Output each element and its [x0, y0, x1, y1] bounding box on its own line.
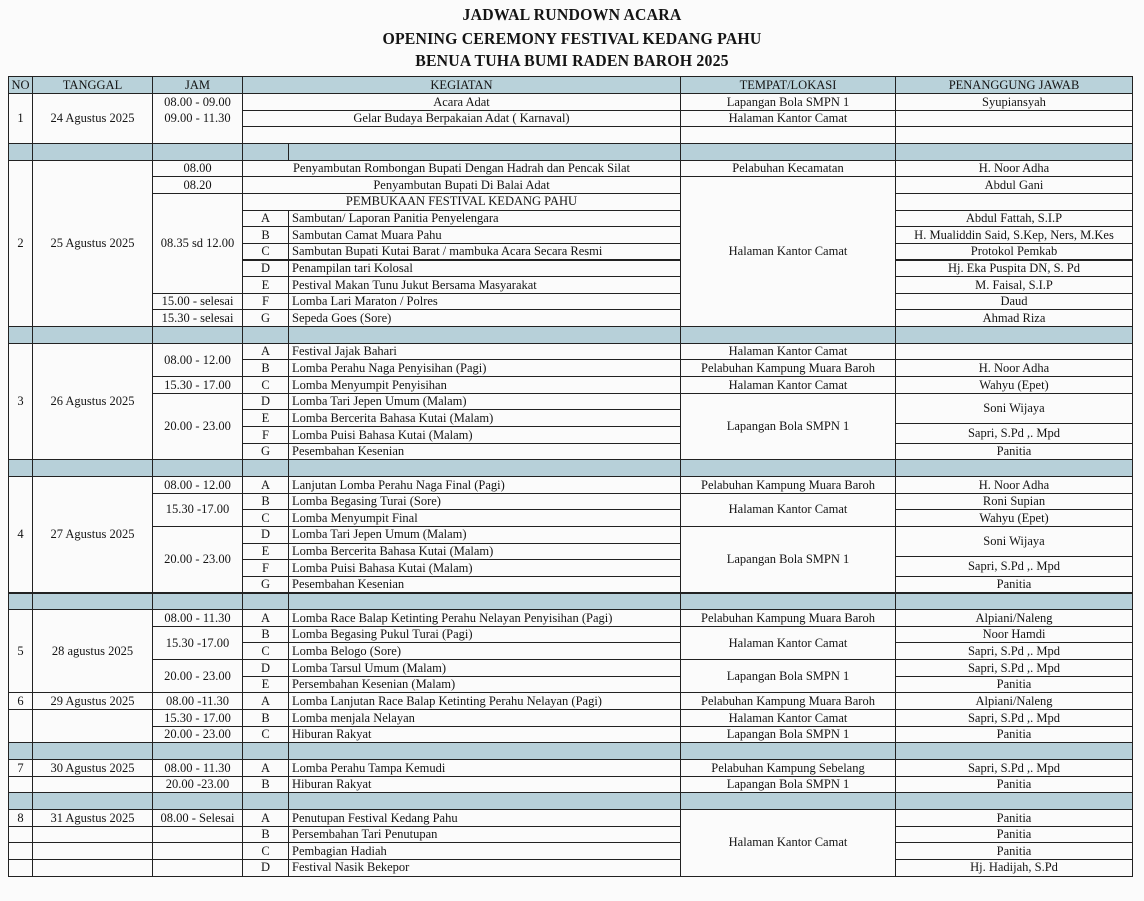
kegiatan-item: Gelar Budaya Berpakaian Adat ( Karnaval)	[242, 110, 681, 128]
item-letter: D	[242, 659, 289, 677]
separator-row	[895, 143, 1133, 161]
pj-cell: Hj. Hadijah, S.Pd	[895, 859, 1133, 877]
pj-empty	[895, 126, 1133, 144]
tempat-cell: Lapangan Bola SMPN 1	[680, 726, 896, 744]
day-date: 31 Agustus 2025	[32, 809, 153, 827]
separator-row	[895, 459, 1133, 477]
separator-row	[8, 459, 33, 477]
tempat-cell: Lapangan Bola SMPN 1	[680, 659, 896, 693]
tempat-cell: Lapangan Bola SMPN 1	[680, 393, 896, 461]
item-letter: B	[242, 493, 289, 511]
tempat-cell: Halaman Kantor Camat	[680, 709, 896, 727]
item-letter: F	[242, 559, 289, 577]
tempat-cell: Pelabuhan Kampung Sebelang	[680, 759, 896, 777]
pj-cell: Sapri, S.Pd ,. Mpd	[895, 556, 1133, 577]
jam-time: 15.00 - selesai	[152, 293, 243, 311]
day-number: 6	[8, 692, 33, 710]
kegiatan-item: Lomba Begasing Pukul Turai (Pagi)	[288, 626, 681, 644]
kegiatan-item: Lomba Bercerita Bahasa Kutai (Malam)	[288, 543, 681, 561]
separator-row	[288, 593, 681, 611]
tempat-cell: Lapangan Bola SMPN 1	[680, 93, 896, 111]
item-letter: B	[242, 626, 289, 644]
day-date-empty	[32, 859, 153, 877]
kegiatan-item: Lomba Perahu Tampa Kemudi	[288, 759, 681, 777]
tempat-cell: Halaman Kantor Camat	[680, 493, 896, 527]
day-date-empty	[32, 709, 153, 743]
item-letter: C	[242, 509, 289, 527]
separator-row	[895, 792, 1133, 810]
pj-cell: Sapri, S.Pd ,. Mpd	[895, 642, 1133, 660]
day-date-empty	[32, 842, 153, 860]
separator-row	[32, 459, 153, 477]
item-letter: A	[242, 759, 289, 777]
kegiatan-item: Pesembahan Kesenian	[288, 576, 681, 594]
header-no: NO	[8, 76, 33, 94]
tempat-cell: Halaman Kantor Camat	[680, 809, 896, 877]
jam-time: 08.00 - 12.00	[152, 476, 243, 494]
pj-cell: Abdul Gani	[895, 176, 1133, 194]
kegiatan-item: Sambutan Bupati Kutai Barat / mambuka Acara Secara Resmi	[288, 243, 681, 261]
jam-time: 08.00 - 12.00	[152, 343, 243, 377]
pj-cell: Soni Wijaya	[895, 526, 1133, 557]
pj-cell: Alpiani/Naleng	[895, 609, 1133, 627]
jam-time: 15.30 -17.00	[152, 493, 243, 527]
day-number: 7	[8, 759, 33, 777]
header-kegiatan: KEGIATAN	[242, 76, 681, 94]
separator-row	[242, 792, 289, 810]
kegiatan-item: Lomba menjala Nelayan	[288, 709, 681, 727]
item-letter: E	[242, 409, 289, 427]
item-letter: G	[242, 309, 289, 327]
day-date: 27 Agustus 2025	[32, 476, 153, 594]
header-tempat: TEMPAT/LOKASI	[680, 76, 896, 94]
kegiatan-item: Lomba Perahu Naga Penyisihan (Pagi)	[288, 359, 681, 377]
pj-cell: Panitia	[895, 726, 1133, 744]
separator-row	[242, 326, 289, 344]
pj-cell: Abdul Fattah, S.I.P	[895, 210, 1133, 228]
kegiatan-item: Lomba Menyumpit Penyisihan	[288, 376, 681, 394]
pj-cell: H. Mualiddin Said, S.Kep, Ners, M.Kes	[895, 226, 1133, 244]
pj-cell: Syupiansyah	[895, 93, 1133, 111]
tempat-cell: Pelabuhan Kampung Muara Baroh	[680, 359, 896, 377]
separator-row	[32, 742, 153, 760]
separator-row	[895, 593, 1133, 611]
pj-cell: H. Noor Adha	[895, 359, 1133, 377]
item-letter: C	[242, 726, 289, 744]
separator-row	[680, 742, 896, 760]
item-letter: B	[242, 709, 289, 727]
item-letter: C	[242, 842, 289, 860]
item-letter: E	[242, 276, 289, 294]
pj-cell: Sapri, S.Pd ,. Mpd	[895, 709, 1133, 727]
jam-time: 20.00 -23.00	[152, 776, 243, 794]
pj-cell: Panitia	[895, 809, 1133, 827]
separator-row	[242, 459, 289, 477]
item-letter: C	[242, 376, 289, 394]
header-penanggung-jawab: PENANGGUNG JAWAB	[895, 76, 1133, 94]
pj-cell: Panitia	[895, 826, 1133, 844]
kegiatan-item: Hiburan Rakyat	[288, 726, 681, 744]
jam-time: 20.00 - 23.00	[152, 393, 243, 461]
item-letter: D	[242, 260, 289, 278]
jam-column-border	[152, 93, 243, 144]
jam-time: 08.00 - 11.30	[152, 609, 243, 627]
separator-row	[242, 742, 289, 760]
document-title-line-2: OPENING CEREMONY FESTIVAL KEDANG PAHU	[382, 29, 762, 48]
jam-time: 15.30 - selesai	[152, 309, 243, 327]
separator-row	[680, 593, 896, 611]
kegiatan-item: Lomba Bercerita Bahasa Kutai (Malam)	[288, 409, 681, 427]
separator-row	[8, 792, 33, 810]
day-date: 24 Agustus 2025	[32, 93, 153, 144]
item-letter: F	[242, 293, 289, 311]
separator-row	[8, 742, 33, 760]
tempat-empty	[680, 126, 896, 144]
kegiatan-item: Sambutan Camat Muara Pahu	[288, 226, 681, 244]
separator-row	[288, 792, 681, 810]
tempat-cell: Halaman Kantor Camat	[680, 626, 896, 660]
kegiatan-item: Lomba Belogo (Sore)	[288, 642, 681, 660]
jam-time: 08.00 - Selesai	[152, 809, 243, 827]
jam-empty	[152, 826, 243, 844]
kegiatan-item: Lomba Puisi Bahasa Kutai (Malam)	[288, 426, 681, 444]
separator-row	[152, 143, 243, 161]
item-letter: A	[242, 809, 289, 827]
separator-row	[680, 143, 896, 161]
kegiatan-item: Penyambutan Bupati Di Balai Adat	[242, 176, 681, 194]
jam-time: 20.00 - 23.00	[152, 659, 243, 693]
tempat-cell: Pelabuhan Kecamatan	[680, 160, 896, 178]
jam-time: 08.00	[152, 160, 243, 178]
day-date: 28 agustus 2025	[32, 609, 153, 693]
document-title-line-3: BENUA TUHA BUMI RADEN BAROH 2025	[415, 51, 729, 70]
pj-cell: Daud	[895, 293, 1133, 311]
jam-time: 15.30 - 17.00	[152, 376, 243, 394]
separator-row	[152, 326, 243, 344]
separator-row	[152, 459, 243, 477]
pj-cell: M. Faisal, S.I.P	[895, 276, 1133, 294]
kegiatan-item: Persembahan Tari Penutupan	[288, 826, 681, 844]
kegiatan-item: Penampilan tari Kolosal	[288, 260, 681, 278]
kegiatan-item: Penutupan Festival Kedang Pahu	[288, 809, 681, 827]
separator-row	[8, 593, 33, 611]
separator-row	[242, 143, 289, 161]
separator-row	[288, 326, 681, 344]
separator-row	[895, 326, 1133, 344]
item-letter: D	[242, 393, 289, 411]
kegiatan-item: Lomba Begasing Turai (Sore)	[288, 493, 681, 511]
pj-cell: Soni Wijaya	[895, 393, 1133, 424]
jam-time: 08.00 - 09.00	[164, 94, 231, 109]
pj-cell: Ahmad Riza	[895, 309, 1133, 327]
jam-time: 08.00 -11.30	[152, 692, 243, 710]
kegiatan-item: Pestival Makan Tunu Jukut Bersama Masyarakat	[288, 276, 681, 294]
item-letter: C	[242, 642, 289, 660]
item-letter: F	[242, 426, 289, 444]
item-letter: D	[242, 859, 289, 877]
separator-row	[680, 792, 896, 810]
pj-cell: Wahyu (Epet)	[895, 376, 1133, 394]
day-date: 26 Agustus 2025	[32, 343, 153, 461]
day-number-empty	[8, 842, 33, 860]
jam-time: 08.20	[152, 176, 243, 194]
kegiatan-item: Sepeda Goes (Sore)	[288, 309, 681, 327]
jam-empty	[152, 859, 243, 877]
item-letter: A	[242, 343, 289, 361]
kegiatan-item: Lomba Tari Jepen Umum (Malam)	[288, 393, 681, 411]
pj-cell: Protokol Pemkab	[895, 243, 1133, 261]
tempat-cell: Halaman Kantor Camat	[680, 176, 896, 327]
pj-cell: Wahyu (Epet)	[895, 509, 1133, 527]
pj-empty	[895, 193, 1133, 211]
tempat-cell: Pelabuhan Kampung Muara Baroh	[680, 692, 896, 710]
kegiatan-item: Pembagian Hadiah	[288, 842, 681, 860]
separator-row	[152, 792, 243, 810]
separator-row	[680, 326, 896, 344]
kegiatan-item: Lomba Lari Maraton / Polres	[288, 293, 681, 311]
pj-cell: Roni Supian	[895, 493, 1133, 511]
day-date-empty	[32, 826, 153, 844]
pj-cell: Sapri, S.Pd ,. Mpd	[895, 759, 1133, 777]
day-number: 1	[8, 93, 33, 144]
kegiatan-empty	[242, 126, 681, 144]
kegiatan-item: Lomba Tarsul Umum (Malam)	[288, 659, 681, 677]
tempat-cell: Lapangan Bola SMPN 1	[680, 526, 896, 594]
item-letter: G	[242, 576, 289, 594]
separator-row	[32, 326, 153, 344]
jam-time: 08.00 - 11.30	[152, 759, 243, 777]
pj-cell: Panitia	[895, 443, 1133, 461]
pj-cell: Sapri, S.Pd ,. Mpd	[895, 659, 1133, 677]
jam-time: 20.00 - 23.00	[152, 526, 243, 594]
separator-row	[8, 143, 33, 161]
item-letter: A	[242, 210, 289, 228]
kegiatan-item: Festival Nasik Bekepor	[288, 859, 681, 877]
tempat-cell: Halaman Kantor Camat	[680, 376, 896, 394]
kegiatan-item: Lomba Tari Jepen Umum (Malam)	[288, 526, 681, 544]
day-date: 25 Agustus 2025	[32, 160, 153, 328]
item-letter: D	[242, 526, 289, 544]
pj-empty	[895, 343, 1133, 361]
tempat-cell: Halaman Kantor Camat	[680, 110, 896, 128]
item-letter: B	[242, 776, 289, 794]
separator-row	[680, 459, 896, 477]
day-date: 30 Agustus 2025	[32, 759, 153, 777]
pj-cell: Panitia	[895, 776, 1133, 794]
jam-time: 15.30 -17.00	[152, 626, 243, 660]
item-letter: A	[242, 609, 289, 627]
day-date-empty	[32, 776, 153, 794]
jam-time: 15.30 - 17.00	[152, 709, 243, 727]
day-number-empty	[8, 859, 33, 877]
kegiatan-item: Lomba Menyumpit Final	[288, 509, 681, 527]
kegiatan-item: Persembahan Kesenian (Malam)	[288, 676, 681, 694]
pj-cell: Alpiani/Naleng	[895, 692, 1133, 710]
pj-cell: Sapri, S.Pd ,. Mpd	[895, 423, 1133, 444]
day-number: 2	[8, 160, 33, 328]
item-letter: G	[242, 443, 289, 461]
pj-cell: Hj. Eka Puspita DN, S. Pd	[895, 260, 1133, 278]
separator-row	[288, 742, 681, 760]
tempat-cell: Halaman Kantor Camat	[680, 343, 896, 361]
item-letter: E	[242, 543, 289, 561]
separator-row	[32, 593, 153, 611]
separator-row	[288, 143, 681, 161]
separator-row	[32, 792, 153, 810]
day-number-empty	[8, 709, 33, 743]
item-letter: B	[242, 359, 289, 377]
kegiatan-item: Hiburan Rakyat	[288, 776, 681, 794]
document-title-line-1: JADWAL RUNDOWN ACARA	[462, 5, 682, 24]
header-jam: JAM	[152, 76, 243, 94]
day-number: 8	[8, 809, 33, 827]
item-letter: B	[242, 226, 289, 244]
tempat-cell: Lapangan Bola SMPN 1	[680, 776, 896, 794]
day-number: 4	[8, 476, 33, 594]
pj-cell: H. Noor Adha	[895, 476, 1133, 494]
item-letter: E	[242, 676, 289, 694]
kegiatan-section-title: PEMBUKAAN FESTIVAL KEDANG PAHU	[242, 193, 681, 211]
kegiatan-item: Acara Adat	[242, 93, 681, 111]
day-number-empty	[8, 776, 33, 794]
jam-empty	[152, 842, 243, 860]
kegiatan-item: Penyambutan Rombongan Bupati Dengan Hadrah dan Pencak Silat	[242, 160, 681, 178]
separator-row	[152, 593, 243, 611]
separator-row	[152, 742, 243, 760]
jam-time: 08.35 sd 12.00	[152, 193, 243, 294]
item-letter: A	[242, 476, 289, 494]
pj-cell: Panitia	[895, 676, 1133, 694]
day-number: 3	[8, 343, 33, 461]
kegiatan-item: Lomba Lanjutan Race Balap Ketinting Perahu Nelayan (Pagi)	[288, 692, 681, 710]
item-letter: C	[242, 243, 289, 261]
kegiatan-item: Lanjutan Lomba Perahu Naga Final (Pagi)	[288, 476, 681, 494]
kegiatan-item: Festival Jajak Bahari	[288, 343, 681, 361]
tempat-cell: Pelabuhan Kampung Muara Baroh	[680, 476, 896, 494]
item-letter: B	[242, 826, 289, 844]
separator-row	[288, 459, 681, 477]
kegiatan-item: Lomba Puisi Bahasa Kutai (Malam)	[288, 559, 681, 577]
pj-cell: Panitia	[895, 576, 1133, 594]
day-date: 29 Agustus 2025	[32, 692, 153, 710]
pj-empty	[895, 110, 1133, 128]
day-number-empty	[8, 826, 33, 844]
day-number: 5	[8, 609, 33, 693]
separator-row	[32, 143, 153, 161]
kegiatan-item: Pesembahan Kesenian	[288, 443, 681, 461]
pj-cell: Noor Hamdi	[895, 626, 1133, 644]
pj-cell: Panitia	[895, 842, 1133, 860]
separator-row	[242, 593, 289, 611]
jam-time: 09.00 - 11.30	[164, 111, 231, 126]
header-tanggal: TANGGAL	[32, 76, 153, 94]
kegiatan-item: Lomba Race Balap Ketinting Perahu Nelayan Penyisihan (Pagi)	[288, 609, 681, 627]
separator-row	[8, 326, 33, 344]
tempat-cell: Pelabuhan Kampung Muara Baroh	[680, 609, 896, 627]
separator-row	[895, 742, 1133, 760]
item-letter: A	[242, 692, 289, 710]
jam-time: 20.00 - 23.00	[152, 726, 243, 744]
pj-cell: H. Noor Adha	[895, 160, 1133, 178]
kegiatan-item: Sambutan/ Laporan Panitia Penyelengara	[288, 210, 681, 228]
